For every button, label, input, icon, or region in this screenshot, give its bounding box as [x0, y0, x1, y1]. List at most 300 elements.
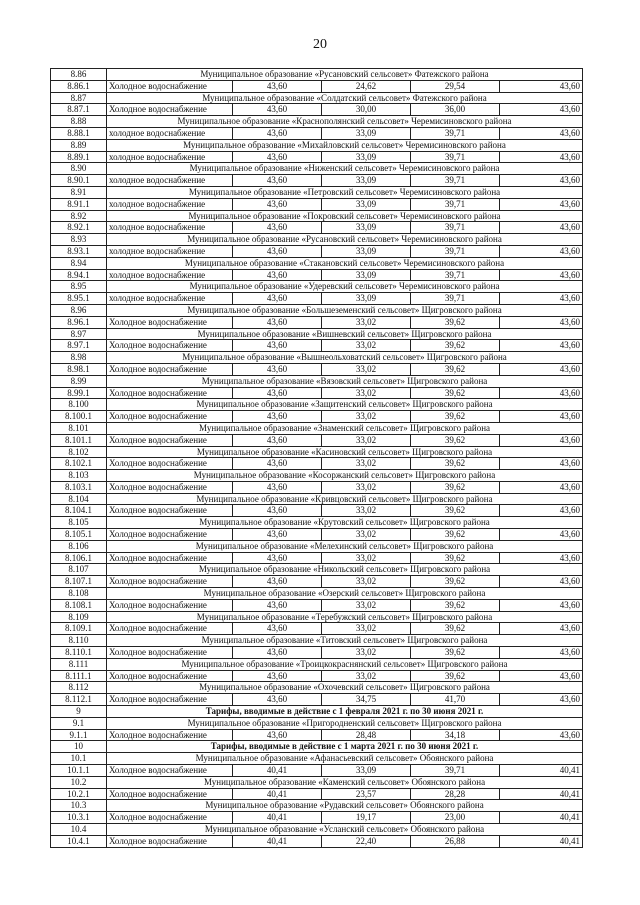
tariff-value-2: 33,02 [322, 529, 411, 541]
tariff-value-1: 43,60 [233, 458, 322, 470]
row-number: 8.112 [51, 682, 107, 694]
row-number: 8.104.1 [51, 505, 107, 517]
row-number: 8.99 [51, 375, 107, 387]
tariff-row [51, 80, 583, 92]
row-number: 8.89.1 [51, 151, 107, 163]
municipality-title: Муниципальное образование «Касиновский сельсовет» Щигровского района [107, 446, 583, 458]
municipality-title: Муниципальное образование «Русановский сельсовет» Фатежского района [107, 69, 583, 81]
municipality-title: Муниципальное образование «Русановский сельсовет» Черемисиновского района [107, 234, 583, 246]
section-title: Тарифы, вводимые в действие с 1 февраля 2021 г. по 30 июня 2021 г. [107, 706, 583, 718]
row-number: 8.107 [51, 564, 107, 576]
municipality-title: Муниципальное образование «Титовский сельсовет» Щигровского района [107, 635, 583, 647]
row-number: 10.1 [51, 753, 107, 765]
row-number: 8.94.1 [51, 269, 107, 281]
row-number: 8.90 [51, 163, 107, 175]
municipality-title: Муниципальное образование «Крутовский сельсовет» Щигровского района [107, 517, 583, 529]
municipality-row [51, 163, 583, 175]
tariff-row [51, 647, 583, 659]
tariff-value-3: 39,71 [411, 175, 500, 187]
tariff-value-3: 41,70 [411, 694, 500, 706]
tariff-value-3: 39,71 [411, 151, 500, 163]
row-number: 9 [51, 706, 107, 718]
tariff-value-1: 43,60 [233, 293, 322, 305]
tariff-value-1: 43,60 [233, 670, 322, 682]
tariff-value-1: 43,60 [233, 387, 322, 399]
municipality-row [51, 800, 583, 812]
service-label: Холодное водоснабжение [107, 529, 233, 541]
row-number: 8.109.1 [51, 623, 107, 635]
tariff-value-2: 33,02 [322, 481, 411, 493]
municipality-row [51, 658, 583, 670]
tariff-value-4: 43,60 [500, 363, 583, 375]
tariff-value-3: 29,54 [411, 80, 500, 92]
tariff-value-1: 43,60 [233, 576, 322, 588]
tariff-value-2: 33,02 [322, 387, 411, 399]
row-number: 8.92 [51, 210, 107, 222]
row-number: 8.87 [51, 92, 107, 104]
tariff-table-body [51, 69, 583, 848]
tariff-value-3: 39,62 [411, 316, 500, 328]
tariff-value-2: 33,02 [322, 458, 411, 470]
tariff-row [51, 599, 583, 611]
service-label: холодное водоснабжение [107, 269, 233, 281]
tariff-value-4: 43,60 [500, 434, 583, 446]
row-number: 8.86 [51, 69, 107, 81]
tariff-value-3: 39,71 [411, 765, 500, 777]
service-label: Холодное водоснабжение [107, 104, 233, 116]
row-number: 10.4.1 [51, 835, 107, 847]
tariff-value-2: 19,17 [322, 812, 411, 824]
tariff-value-1: 43,60 [233, 269, 322, 281]
municipality-title: Муниципальное образование «Охочевский сельсовет» Щигровского района [107, 682, 583, 694]
service-label: холодное водоснабжение [107, 293, 233, 305]
tariff-value-3: 39,62 [411, 623, 500, 635]
municipality-title: Муниципальное образование «Краснополянский сельсовет» Черемисиновского района [107, 116, 583, 128]
row-number: 8.110.1 [51, 647, 107, 659]
tariff-value-3: 39,71 [411, 222, 500, 234]
tariff-value-4: 43,60 [500, 729, 583, 741]
municipality-title: Муниципальное образование «Вязовский сельсовет» Щигровского района [107, 375, 583, 387]
tariff-value-2: 33,09 [322, 222, 411, 234]
municipality-title: Муниципальное образование «Усланский сельсовет» Обоянского района [107, 824, 583, 836]
row-number: 8.95 [51, 281, 107, 293]
tariff-value-1: 40,41 [233, 765, 322, 777]
tariff-value-3: 39,71 [411, 245, 500, 257]
tariff-row [51, 481, 583, 493]
tariff-value-3: 39,62 [411, 458, 500, 470]
row-number: 8.86.1 [51, 80, 107, 92]
municipality-row [51, 824, 583, 836]
municipality-title: Муниципальное образование «Удеревский сельсовет» Черемисиновского района [107, 281, 583, 293]
municipality-title: Муниципальное образование «Пригородненский сельсовет» Щигровского района [107, 717, 583, 729]
row-number: 8.96 [51, 304, 107, 316]
tariff-row [51, 434, 583, 446]
tariff-value-4: 40,41 [500, 812, 583, 824]
tariff-value-3: 39,62 [411, 481, 500, 493]
tariff-value-2: 33,02 [322, 599, 411, 611]
service-label: Холодное водоснабжение [107, 576, 233, 588]
service-label: холодное водоснабжение [107, 198, 233, 210]
service-label: Холодное водоснабжение [107, 434, 233, 446]
row-number: 8.101 [51, 422, 107, 434]
row-number: 10.1.1 [51, 765, 107, 777]
row-number: 8.103.1 [51, 481, 107, 493]
tariff-value-4: 43,60 [500, 505, 583, 517]
service-label: холодное водоснабжение [107, 127, 233, 139]
tariff-value-1: 43,60 [233, 434, 322, 446]
service-label: Холодное водоснабжение [107, 552, 233, 564]
municipality-title: Муниципальное образование «Покровский сельсовет» Черемисиновского района [107, 210, 583, 222]
row-number: 8.105.1 [51, 529, 107, 541]
service-label: Холодное водоснабжение [107, 835, 233, 847]
tariff-value-2: 33,02 [322, 363, 411, 375]
tariff-value-2: 33,09 [322, 127, 411, 139]
municipality-row [51, 116, 583, 128]
service-label: Холодное водоснабжение [107, 670, 233, 682]
municipality-row [51, 281, 583, 293]
tariff-value-1: 43,60 [233, 245, 322, 257]
row-number: 8.90.1 [51, 175, 107, 187]
municipality-row [51, 470, 583, 482]
municipality-title: Муниципальное образование «Кривцовский сельсовет» Щигровского района [107, 493, 583, 505]
tariff-value-1: 40,41 [233, 812, 322, 824]
service-label: холодное водоснабжение [107, 151, 233, 163]
tariff-value-4: 43,60 [500, 151, 583, 163]
row-number: 8.101.1 [51, 434, 107, 446]
tariff-value-4: 43,60 [500, 458, 583, 470]
tariff-row [51, 175, 583, 187]
tariff-row [51, 729, 583, 741]
municipality-title: Муниципальное образование «Косоржанский сельсовет» Щигровского района [107, 470, 583, 482]
tariff-value-2: 33,09 [322, 198, 411, 210]
municipality-row [51, 257, 583, 269]
tariff-value-4: 43,60 [500, 387, 583, 399]
tariff-value-4: 43,60 [500, 340, 583, 352]
row-number: 8.98.1 [51, 363, 107, 375]
service-label: Холодное водоснабжение [107, 599, 233, 611]
tariff-value-4: 43,60 [500, 694, 583, 706]
tariff-value-2: 33,09 [322, 293, 411, 305]
tariff-value-2: 28,48 [322, 729, 411, 741]
row-number: 8.100 [51, 399, 107, 411]
tariff-value-4: 43,60 [500, 127, 583, 139]
municipality-title: Муниципальное образование «Никольский сельсовет» Щигровского района [107, 564, 583, 576]
tariff-value-3: 39,62 [411, 576, 500, 588]
tariff-value-4: 43,60 [500, 552, 583, 564]
municipality-row [51, 399, 583, 411]
service-label: Холодное водоснабжение [107, 812, 233, 824]
tariff-value-2: 33,09 [322, 245, 411, 257]
tariff-value-1: 43,60 [233, 175, 322, 187]
tariff-table [50, 68, 583, 848]
municipality-title: Муниципальное образование «Озерский сельсовет» Щигровского района [107, 588, 583, 600]
row-number: 8.111 [51, 658, 107, 670]
section-title: Тарифы, вводимые в действие с 1 марта 2021 г. по 30 июня 2021 г. [107, 741, 583, 753]
municipality-title: Муниципальное образование «Рудавский сельсовет» Обоянского района [107, 800, 583, 812]
municipality-title: Муниципальное образование «Большеземенский сельсовет» Щигровского района [107, 304, 583, 316]
tariff-row [51, 458, 583, 470]
row-number: 8.108.1 [51, 599, 107, 611]
row-number: 8.108 [51, 588, 107, 600]
row-number: 8.95.1 [51, 293, 107, 305]
tariff-value-2: 30,00 [322, 104, 411, 116]
municipality-title: Муниципальное образование «Теребужский сельсовет» Щигровского района [107, 611, 583, 623]
tariff-value-3: 23,00 [411, 812, 500, 824]
row-number: 8.102.1 [51, 458, 107, 470]
tariff-value-2: 33,09 [322, 175, 411, 187]
municipality-row [51, 92, 583, 104]
tariff-value-1: 40,41 [233, 788, 322, 800]
tariff-value-1: 40,41 [233, 835, 322, 847]
row-number: 8.93 [51, 234, 107, 246]
tariff-value-3: 26,88 [411, 835, 500, 847]
row-number: 10.2 [51, 776, 107, 788]
row-number: 9.1.1 [51, 729, 107, 741]
service-label: Холодное водоснабжение [107, 387, 233, 399]
municipality-row [51, 139, 583, 151]
tariff-value-2: 33,09 [322, 269, 411, 281]
tariff-value-3: 34,18 [411, 729, 500, 741]
service-label: Холодное водоснабжение [107, 458, 233, 470]
tariff-value-4: 43,60 [500, 198, 583, 210]
municipality-row [51, 753, 583, 765]
tariff-value-4: 43,60 [500, 80, 583, 92]
row-number: 10.3 [51, 800, 107, 812]
tariff-value-2: 33,02 [322, 340, 411, 352]
tariff-row [51, 387, 583, 399]
service-label: Холодное водоснабжение [107, 729, 233, 741]
service-label: Холодное водоснабжение [107, 788, 233, 800]
municipality-title: Муниципальное образование «Петровский сельсовет» Черемисиновского района [107, 186, 583, 198]
row-number: 8.94 [51, 257, 107, 269]
municipality-title: Муниципальное образование «Каменский сельсовет» Обоянского района [107, 776, 583, 788]
row-number: 8.87.1 [51, 104, 107, 116]
tariff-value-1: 43,60 [233, 411, 322, 423]
tariff-value-4: 43,60 [500, 222, 583, 234]
municipality-title: Муниципальное образование «Вишневский сельсовет» Щигровского района [107, 328, 583, 340]
tariff-value-3: 39,62 [411, 363, 500, 375]
row-number: 10.4 [51, 824, 107, 836]
row-number: 8.98 [51, 352, 107, 364]
row-number: 8.88 [51, 116, 107, 128]
row-number: 8.100.1 [51, 411, 107, 423]
tariff-value-2: 33,02 [322, 647, 411, 659]
tariff-value-4: 43,60 [500, 411, 583, 423]
municipality-row [51, 328, 583, 340]
tariff-value-4: 43,60 [500, 269, 583, 281]
service-label: Холодное водоснабжение [107, 647, 233, 659]
tariff-value-1: 43,60 [233, 694, 322, 706]
tariff-row [51, 812, 583, 824]
tariff-row [51, 340, 583, 352]
municipality-title: Муниципальное образование «Стакановский сельсовет» Черемисиновского района [107, 257, 583, 269]
tariff-row [51, 411, 583, 423]
row-number: 8.91 [51, 186, 107, 198]
row-number: 8.97.1 [51, 340, 107, 352]
row-number: 8.110 [51, 635, 107, 647]
section-row [51, 706, 583, 718]
tariff-row [51, 198, 583, 210]
tariff-value-4: 43,60 [500, 623, 583, 635]
tariff-value-1: 43,60 [233, 623, 322, 635]
tariff-row [51, 293, 583, 305]
tariff-value-1: 43,60 [233, 363, 322, 375]
service-label: Холодное водоснабжение [107, 481, 233, 493]
service-label: Холодное водоснабжение [107, 80, 233, 92]
tariff-value-1: 43,60 [233, 599, 322, 611]
tariff-value-4: 43,60 [500, 104, 583, 116]
municipality-row [51, 210, 583, 222]
row-number: 8.107.1 [51, 576, 107, 588]
tariff-value-1: 43,60 [233, 222, 322, 234]
tariff-value-1: 43,60 [233, 647, 322, 659]
tariff-value-3: 39,62 [411, 647, 500, 659]
row-number: 8.109 [51, 611, 107, 623]
tariff-row [51, 765, 583, 777]
municipality-row [51, 375, 583, 387]
tariff-value-4: 40,41 [500, 765, 583, 777]
row-number: 8.111.1 [51, 670, 107, 682]
tariff-value-4: 40,41 [500, 788, 583, 800]
municipality-row [51, 422, 583, 434]
row-number: 9.1 [51, 717, 107, 729]
tariff-value-1: 43,60 [233, 529, 322, 541]
row-number: 8.88.1 [51, 127, 107, 139]
tariff-value-2: 33,02 [322, 576, 411, 588]
tariff-value-1: 43,60 [233, 552, 322, 564]
municipality-row [51, 186, 583, 198]
tariff-value-2: 24,62 [322, 80, 411, 92]
municipality-row [51, 588, 583, 600]
tariff-value-2: 33,02 [322, 623, 411, 635]
tariff-value-4: 43,60 [500, 576, 583, 588]
tariff-value-2: 33,02 [322, 434, 411, 446]
tariff-row [51, 788, 583, 800]
row-number: 8.91.1 [51, 198, 107, 210]
tariff-value-1: 43,60 [233, 340, 322, 352]
tariff-value-4: 43,60 [500, 647, 583, 659]
municipality-title: Муниципальное образование «Вышнеольховатский сельсовет» Щигровского района [107, 352, 583, 364]
tariff-row [51, 529, 583, 541]
municipality-row [51, 564, 583, 576]
tariff-row [51, 127, 583, 139]
municipality-title: Муниципальное образование «Михайловский сельсовет» Черемисиновского района [107, 139, 583, 151]
row-number: 8.102 [51, 446, 107, 458]
tariff-value-3: 39,62 [411, 670, 500, 682]
tariff-value-3: 39,71 [411, 198, 500, 210]
municipality-row [51, 493, 583, 505]
row-number: 8.93.1 [51, 245, 107, 257]
municipality-title: Муниципальное образование «Знаменский сельсовет» Щигровского района [107, 422, 583, 434]
row-number: 8.106.1 [51, 552, 107, 564]
municipality-row [51, 517, 583, 529]
row-number: 10 [51, 741, 107, 753]
row-number: 8.106 [51, 540, 107, 552]
row-number: 8.103 [51, 470, 107, 482]
tariff-value-2: 33,02 [322, 411, 411, 423]
tariff-row [51, 104, 583, 116]
tariff-value-4: 43,60 [500, 481, 583, 493]
row-number: 8.105 [51, 517, 107, 529]
row-number: 10.2.1 [51, 788, 107, 800]
service-label: холодное водоснабжение [107, 175, 233, 187]
tariff-value-3: 39,62 [411, 552, 500, 564]
tariff-value-1: 43,60 [233, 198, 322, 210]
tariff-row [51, 694, 583, 706]
tariff-value-3: 28,28 [411, 788, 500, 800]
tariff-value-1: 43,60 [233, 729, 322, 741]
municipality-row [51, 776, 583, 788]
section-row [51, 741, 583, 753]
tariff-value-1: 43,60 [233, 104, 322, 116]
tariff-value-2: 34,75 [322, 694, 411, 706]
service-label: Холодное водоснабжение [107, 694, 233, 706]
tariff-value-2: 33,02 [322, 316, 411, 328]
tariff-value-2: 22,40 [322, 835, 411, 847]
tariff-value-3: 36,00 [411, 104, 500, 116]
page-number: 20 [313, 37, 327, 52]
service-label: Холодное водоснабжение [107, 363, 233, 375]
municipality-row [51, 635, 583, 647]
tariff-row [51, 363, 583, 375]
tariff-value-4: 43,60 [500, 316, 583, 328]
tariff-value-4: 43,60 [500, 245, 583, 257]
row-number: 8.99.1 [51, 387, 107, 399]
tariff-row [51, 316, 583, 328]
municipality-row [51, 611, 583, 623]
tariff-value-4: 40,41 [500, 835, 583, 847]
tariff-row [51, 670, 583, 682]
row-number: 8.97 [51, 328, 107, 340]
tariff-value-2: 23,57 [322, 788, 411, 800]
row-number: 8.112.1 [51, 694, 107, 706]
tariff-row [51, 269, 583, 281]
service-label: Холодное водоснабжение [107, 623, 233, 635]
service-label: Холодное водоснабжение [107, 340, 233, 352]
tariff-row [51, 505, 583, 517]
tariff-value-4: 43,60 [500, 529, 583, 541]
row-number: 8.104 [51, 493, 107, 505]
tariff-value-1: 43,60 [233, 316, 322, 328]
row-number: 10.3.1 [51, 812, 107, 824]
municipality-row [51, 234, 583, 246]
service-label: холодное водоснабжение [107, 245, 233, 257]
tariff-value-3: 39,62 [411, 387, 500, 399]
municipality-title: Муниципальное образование «Мелехинский сельсовет» Щигровского района [107, 540, 583, 552]
tariff-row [51, 151, 583, 163]
tariff-value-2: 33,02 [322, 505, 411, 517]
tariff-row [51, 222, 583, 234]
tariff-value-1: 43,60 [233, 481, 322, 493]
tariff-value-2: 33,09 [322, 765, 411, 777]
tariff-value-3: 39,62 [411, 529, 500, 541]
tariff-value-4: 43,60 [500, 599, 583, 611]
tariff-value-4: 43,60 [500, 670, 583, 682]
tariff-row [51, 245, 583, 257]
municipality-row [51, 69, 583, 81]
tariff-row [51, 552, 583, 564]
service-label: Холодное водоснабжение [107, 411, 233, 423]
municipality-row [51, 540, 583, 552]
tariff-value-1: 43,60 [233, 127, 322, 139]
municipality-row [51, 304, 583, 316]
tariff-value-3: 39,71 [411, 293, 500, 305]
municipality-title: Муниципальное образование «Афанасьевский сельсовет» Обоянского района [107, 753, 583, 765]
tariff-value-3: 39,62 [411, 434, 500, 446]
municipality-row [51, 446, 583, 458]
tariff-value-3: 39,62 [411, 411, 500, 423]
tariff-value-2: 33,09 [322, 151, 411, 163]
